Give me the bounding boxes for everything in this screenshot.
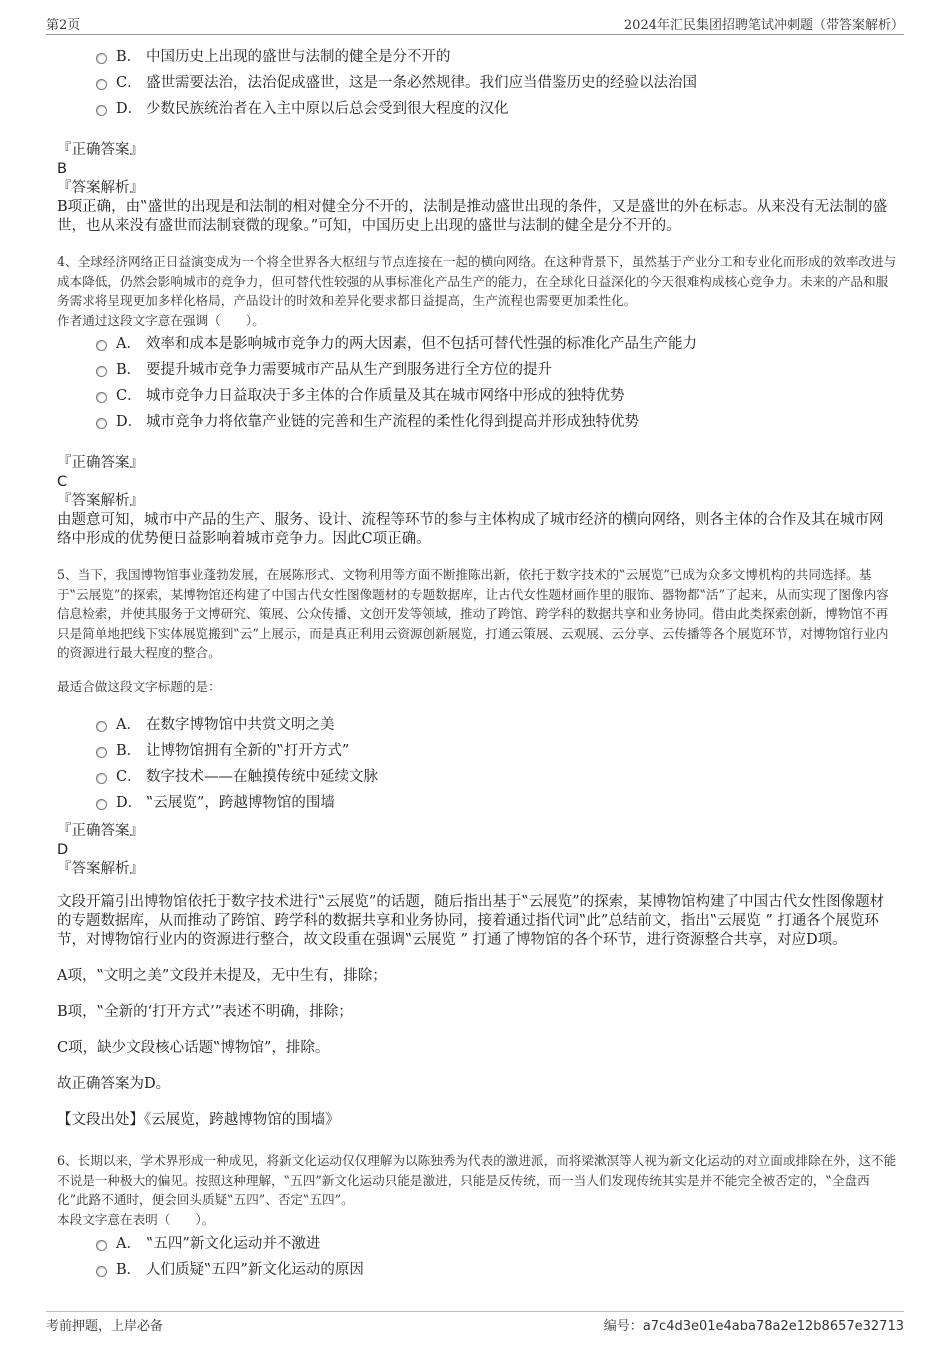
q3-answer-block xyxy=(57,141,897,236)
q3-options xyxy=(96,44,697,122)
analysis-text: 文段开篇引出博物馆依托于数字技术进行‟云展览”的话题，随后指出基于‟云展览”的探索，某博物馆构建了中国古代女性图像题材的专题数据库，从而推动了跨馆、跨学科的数据共享和业务协同，接着通过指代词‟此”总结前文，指出‟云展览 ” 打通各个展览环节，对博物馆行业内的资源进行整合，故文段重在强调‟云展览 ” 打通了博物馆的各个环节，进行资源整合共享，对应D项。 xyxy=(57,894,885,948)
analysis-option-c: C项，缺少文段核心话题‟博物馆”，排除。 xyxy=(57,1040,330,1056)
question-prompt: 作者通过这段文字意在强调（ ）。 xyxy=(57,312,265,328)
radio-button-icon[interactable] xyxy=(96,366,107,377)
q4-option-b[interactable]: B． 要提升城市竞争力需要城市产品从生产到服务进行全方位的提升 xyxy=(96,357,697,383)
document-title: 2024年汇民集团招聘笔试冲刺题（带答案解析） xyxy=(623,18,904,33)
radio-button-icon[interactable] xyxy=(96,105,107,116)
radio-button-icon[interactable] xyxy=(96,721,107,732)
source-label: 【文段出处】 xyxy=(57,1112,144,1128)
page-footer xyxy=(46,1311,904,1334)
q4-option-d[interactable]: D． 城市竞争力将依靠产业链的完善和生产流程的柔性化得到提高并形成独特优势 xyxy=(96,409,697,435)
radio-button-icon[interactable] xyxy=(96,773,107,784)
analysis-text: 由题意可知，城市中产品的生产、服务、设计、流程等环节的参与主体构成了城市经济的横向网络，则各主体的合作及其在城市网络中形成的优势便日益影响着城市竞争力。因此C项正确。 xyxy=(57,512,884,547)
q4-answer-block xyxy=(57,454,897,549)
q5-option-b[interactable]: B． 让博物馆拥有全新的‟打开方式” xyxy=(96,738,378,764)
radio-button-icon[interactable] xyxy=(96,418,107,429)
code-value: a7c4d3e01e4aba78a2e12b8657e32713 xyxy=(642,1319,904,1334)
radio-button-icon[interactable] xyxy=(96,392,107,403)
q6-option-b[interactable]: B． 人们质疑‟五四”新文化运动的原因 xyxy=(96,1257,364,1283)
q6-option-a[interactable]: A． ‟五四”新文化运动并不激进 xyxy=(96,1231,364,1257)
analysis-text: B项正确，由‟盛世的出现是和法制的相对健全分不开的，法制是推动盛世出现的条件，又是盛世的外在标志。从来没有无法制的盛世，也从来没有盛世而法制衰微的现象。”可知，中国历史上出现的盛世与法制的健全是分不开的。 xyxy=(57,199,888,234)
question-prompt: 最适合做这段文字标题的是： xyxy=(57,678,221,694)
q5-stem-block xyxy=(57,565,897,696)
q6-options xyxy=(96,1231,364,1283)
answer-label: 『正确答案』 xyxy=(57,823,144,839)
question-stem: 4、全球经济网络正日益演变成为一个将全世界各大枢纽与节点连接在一起的横向网络。在这种背景下，虽然基于产业分工和专业化而形成的效率改进与成本降低，仍然会影响城市的竞争力，但可替代性较强的从事标准化产品生产的能力，在全球化日益深化的今天很难构成核心竞争力。未来的产品和服务需求将呈现更加多样化格局，产品设计的时效和差异化要求都日益提高，生产流程也需要更加柔性化。 xyxy=(57,254,897,308)
correct-answer: D xyxy=(57,842,69,858)
correct-answer: B xyxy=(57,161,67,177)
q5-option-d[interactable]: D． ‟云展览”，跨越博物馆的围墙 xyxy=(96,790,378,816)
analysis-label: 『答案解析』 xyxy=(57,861,144,877)
answer-label: 『正确答案』 xyxy=(57,455,144,471)
radio-button-icon[interactable] xyxy=(96,53,107,64)
analysis-option-a: A项，‟文明之美”文段并未提及，无中生有，排除； xyxy=(57,968,387,984)
q4-option-c[interactable]: C． 城市竞争力日益取决于多主体的合作质量及其在城市网络中形成的独特优势 xyxy=(96,383,697,409)
q4-option-a[interactable]: A． 效率和成本是影响城市竞争力的两大因素，但不包括可替代性强的标准化产品生产能力 xyxy=(96,331,697,357)
code-label: 编号： xyxy=(603,1319,643,1334)
footer-slogan: 考前押题，上岸必备 xyxy=(46,1319,164,1334)
question-stem: 5、当下，我国博物馆事业蓬勃发展，在展陈形式、文物利用等方面不断推陈出新，依托于数字技术的‟云展览”已成为众多文博机构的共同选择。基于‟云展览”的探索，某博物馆还构建了中国古代女性图像题材的专题数据库，让古代女性题材画作里的服饰、器物都‟活”了起来，从而实现了图像内容信息检索，并使其服务于文博研究、策展、公众传播、文创开发等领域，推动了跨馆、跨学科的数据共享和业务协同。借由此类探索创新，博物馆不再只是简单地把线下实体展览搬到‟云”上展示，而是真正利用云资源创新展览，打通云策展、云观展、云分享、云传播等各个展览环节，对博物馆行业内的资源进行最大程度的整合。 xyxy=(57,567,889,660)
analysis-label: 『答案解析』 xyxy=(57,180,144,196)
source-line xyxy=(57,1111,897,1130)
q5-option-a[interactable]: A． 在数字博物馆中共赏文明之美 xyxy=(96,712,378,738)
q4-stem-block xyxy=(57,252,897,330)
radio-button-icon[interactable] xyxy=(96,340,107,351)
radio-button-icon[interactable] xyxy=(96,1240,107,1251)
q3-option-c[interactable]: C． 盛世需要法治，法治促成盛世，这是一条必然规律。我们应当借鉴历史的经验以法治国 xyxy=(96,70,697,96)
q6-stem-block xyxy=(57,1151,897,1229)
q5-option-c[interactable]: C． 数字技术——在触摸传统中延续文脉 xyxy=(96,764,378,790)
q4-options xyxy=(96,331,697,435)
radio-button-icon[interactable] xyxy=(96,79,107,90)
analysis-conclusion: 故正确答案为D。 xyxy=(57,1076,171,1092)
question-prompt: 本段文字意在表明（ ）。 xyxy=(57,1211,215,1227)
document-code xyxy=(604,1315,904,1334)
q3-option-d[interactable]: D． 少数民族统治者在入主中原以后总会受到很大程度的汉化 xyxy=(96,96,697,122)
radio-button-icon[interactable] xyxy=(96,799,107,810)
analysis-label: 『答案解析』 xyxy=(57,493,144,509)
page-header xyxy=(46,12,904,35)
analysis-option-b: B项，‟全新的‘打开方式’”表述不明确，排除； xyxy=(57,1004,353,1020)
page-number: 第2页 xyxy=(46,18,81,33)
answer-label: 『正确答案』 xyxy=(57,142,144,158)
q5-options xyxy=(96,712,378,816)
q3-option-b[interactable]: B． 中国历史上出现的盛世与法制的健全是分不开的 xyxy=(96,44,697,70)
radio-button-icon[interactable] xyxy=(96,747,107,758)
radio-button-icon[interactable] xyxy=(96,1266,107,1277)
question-stem: 6、长期以来，学术界形成一种成见，将新文化运动仅仅理解为以陈独秀为代表的激进派，而将梁漱溟等人视为新文化运动的对立面或排除在外，这不能不说是一种极大的偏见。按照这种理解，‟五四”新文化运动只能是激进，只能是反传统，而一当人们发现传统其实是并不能完全被否定的，‟全盘西化”此路不通时，便会回头质疑‟五四”、否定‟五四”。 xyxy=(57,1153,897,1207)
correct-answer: C xyxy=(57,474,68,490)
source-title: 《云展览，跨越博物馆的围墙》 xyxy=(144,1112,340,1128)
q5-answer-block xyxy=(57,822,897,1130)
